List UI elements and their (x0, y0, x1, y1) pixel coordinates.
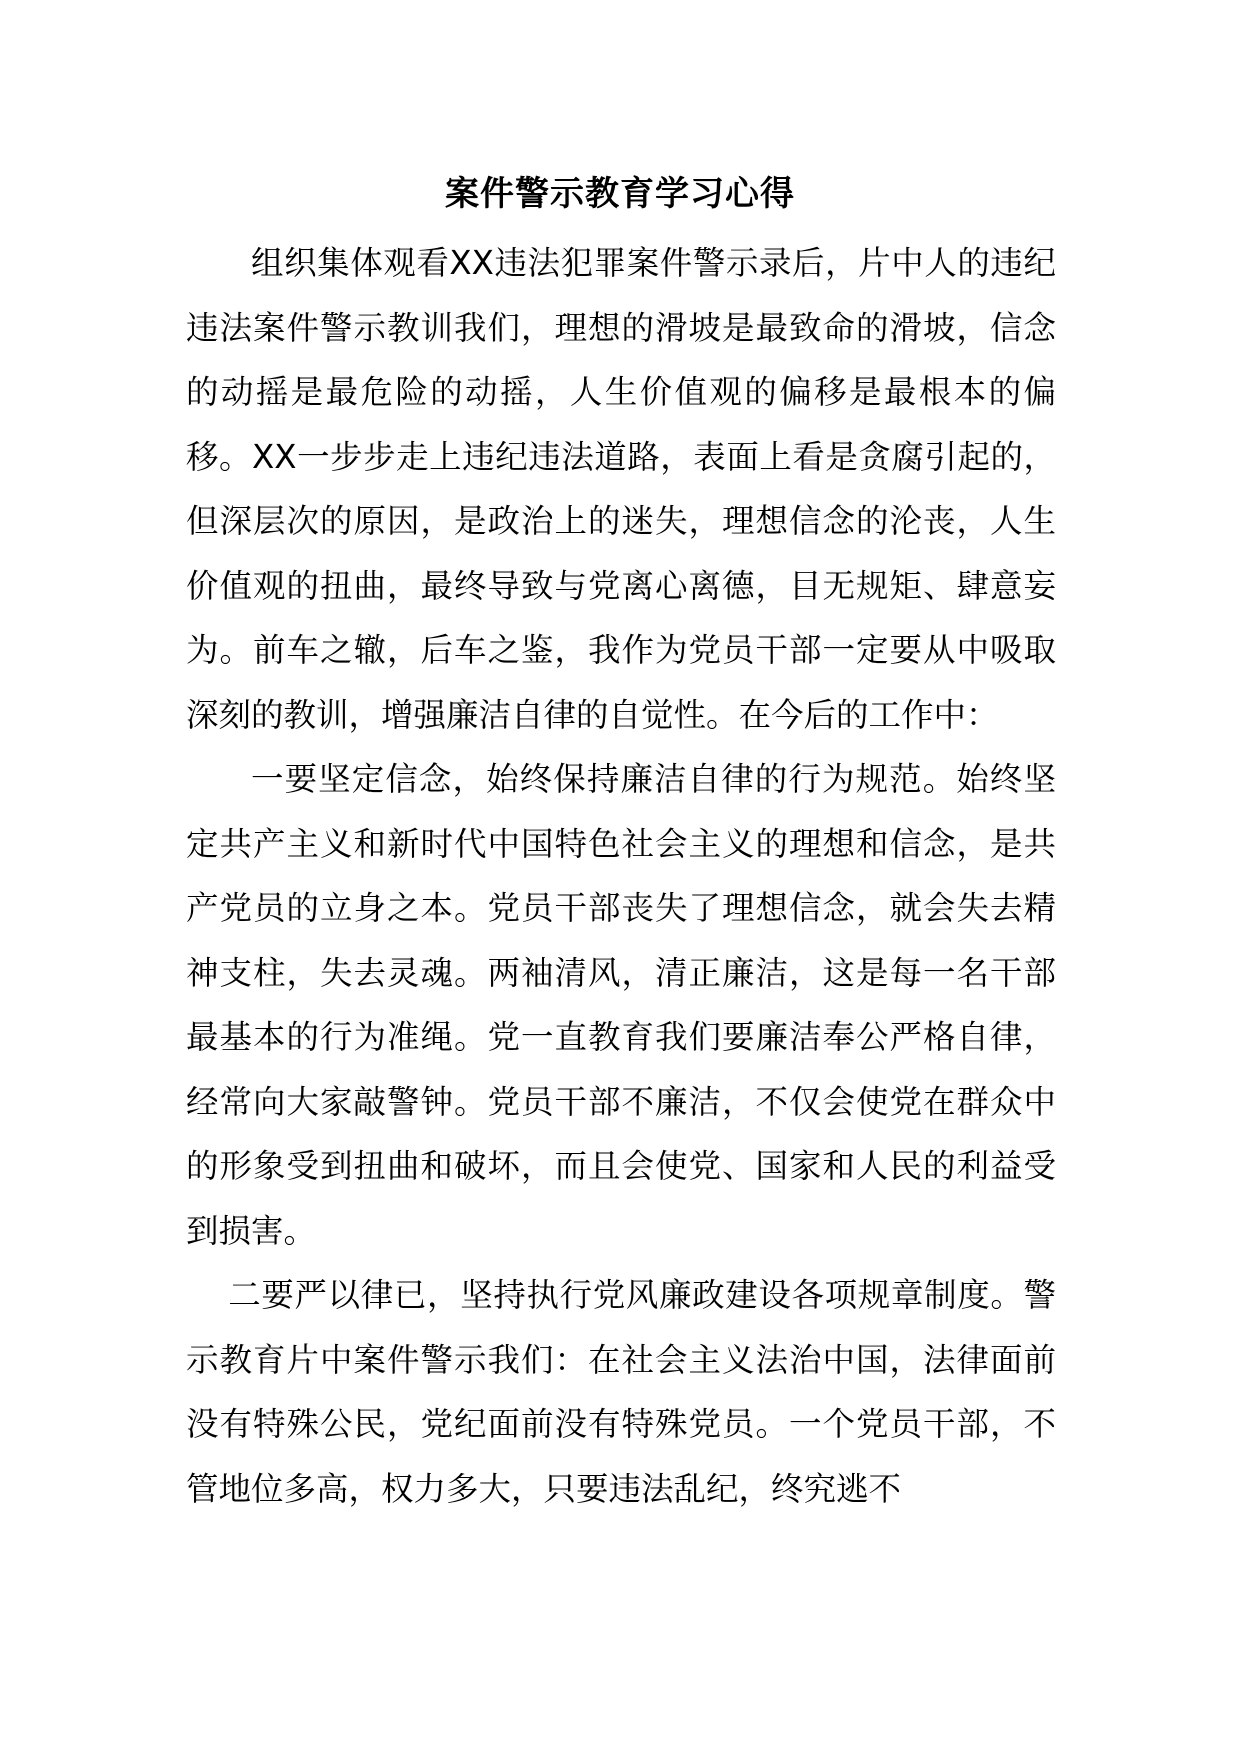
document-title: 案件警示教育学习心得 (445, 174, 795, 214)
paragraph-point-two: 二要严以律已，坚持执行党风廉政建设各项规章制度。警示教育片中案件警示我们：在社会主义法治中国，法律面前没有特殊公民，党纪面前没有特殊党员。一个党员干部，不管地位多高，权力多大，只要违法乱纪，终究逃不 (186, 1276, 1056, 1508)
document-body (186, 231, 1056, 1521)
paragraph-point-one: 一要坚定信念，始终保持廉洁自律的行为规范。始终坚定共产主义和新时代中国特色社会主义的理想和信念，是共产党员的立身之本。党员干部丧失了理想信念，就会失去精神支柱，失去灵魂。两袖清风，清正廉洁，这是每一名干部最基本的行为准绳。党一直教育我们要廉洁奉公严格自律，经常向大家敲警钟。党员干部不廉洁，不仅会使党在群众中的形象受到扭曲和破坏，而且会使党、国家和人民的利益受到损害。 (186, 760, 1056, 1250)
paragraph-intro: 组织集体观看XX违法犯罪案件警示录后，片中人的违纪违法案件警示教训我们，理想的滑坡是最致命的滑坡，信念的动摇是最危险的动摇，人生价值观的偏移是最根本的偏移。XX一步步走上违纪违法道路，表面上看是贪腐引起的，但深层次的原因，是政治上的迷失，理想信念的沦丧，人生价值观的扭曲，最终导致与党离心离德，目无规矩、肆意妄为。前车之辙，后车之鉴，我作为党员干部一定要从中吸取深刻的教训，增强廉洁自律的自觉性。在今后的工作中： (186, 244, 1056, 734)
